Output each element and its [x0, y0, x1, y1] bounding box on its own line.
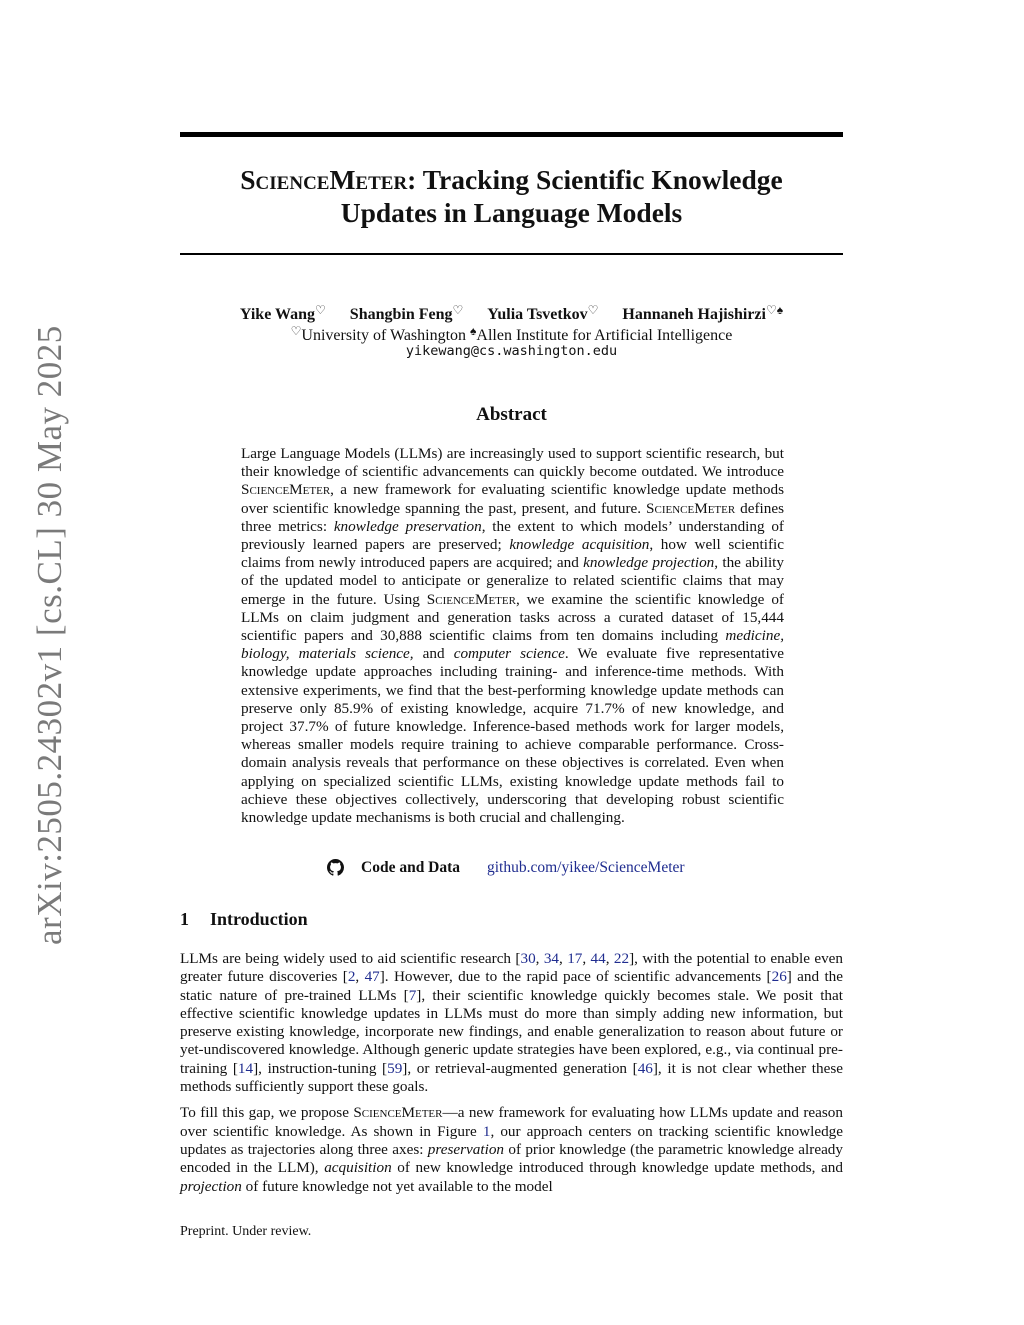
- github-icon: [327, 859, 344, 876]
- introduction-text: [180, 950, 843, 1204]
- intro-paragraph-1: LLMs are being widely used to aid scientific research [30, 34, 17, 44, 22], with the potential to enable even greater future discoveries [2, 47]. However, due to the rapid pace of scientific advancements [26] and the static nature of pre-trained LLMs [7], their scientific knowledge quickly becomes stale. We posit that effective scientific knowledge updates in LLMs must do more than simply adding new information, but preserve existing knowledge, incorporate new findings, and enable generalization to reason about future or yet-undiscovered knowledge. Although generic update strategies have been explored, e.g., via continual pre-training [14], instruction-tuning [59], or retrieval-augmented generation [46], it is not clear whether these methods sufficiently support these goals.: [180, 950, 844, 1096]
- section-title: Introduction: [210, 909, 308, 929]
- citation-link[interactable]: 7: [408, 986, 417, 1004]
- author-4: Hannaneh Hajishirzi♡♠: [622, 303, 784, 323]
- citation-link[interactable]: 30: [520, 950, 536, 967]
- section-heading-introduction: [180, 909, 308, 930]
- title-line-2: Updates in Language Models: [340, 197, 683, 228]
- section-number: 1: [180, 909, 189, 929]
- affil-symbol: ♡♠: [765, 303, 784, 317]
- affil-symbol: ♡: [315, 303, 326, 317]
- affil-symbol: ♠: [470, 324, 477, 338]
- citation-link[interactable]: 59: [387, 1059, 403, 1077]
- figure-link[interactable]: 1: [482, 1122, 491, 1140]
- abstract-text: Large Language Models (LLMs) are increasingly used to support scientific research, but their knowledge of scientific advancements can quickly become outdated. We introduce ScienceMeter, a new framework for evaluating scientific knowledge update methods over scientific knowledge spanning the past, present, and future. ScienceMeter defines three metrics: knowledge preservation, the extent to which models’ understanding of previously learned papers are preserved; knowledge acquisition, how well scientific claims from newly introduced papers are acquired; and knowledge projection, the ability of the updated model to anticipate or generalize to related scientific claims that may emerge in the future. Using ScienceMeter, we examine the scientific knowledge of LLMs on claim judgment and generation tasks across a curated dataset of 15,444 scientific papers and 30,888 scientific claims from ten domains including medicine, biology, materials science, and computer science. We evaluate five representative knowledge update approaches including training- and inference-time methods. With extensive experiments, we find that the best-performing knowledge update methods can preserve only 85.9% of existing knowledge, acquire 71.7% of new knowledge, and project 37.7% of future knowledge. Inference-based methods work for larger models, whereas smaller models require training to achieve comparable performance. Cross-domain analysis reveals that performance on these objectives is correlated. Even when applying on specialized scientific LLMs, existing knowledge update methods fail to achieve these objectives collectively, underscoring that developing robust scientific knowledge update mechanisms is both crucial and challenging.: [241, 445, 785, 827]
- affil-symbol: ♡: [587, 303, 599, 317]
- arxiv-identifier: arXiv:2505.24302v1 [cs.CL] 30 May 2025: [30, 325, 69, 945]
- title-top-rule: [180, 132, 843, 137]
- citation-link[interactable]: 26: [771, 968, 787, 986]
- citation-link[interactable]: 14: [237, 1059, 254, 1077]
- title-bottom-rule: [180, 253, 843, 255]
- affil-symbol: ♡: [290, 324, 302, 338]
- author-1: Yike Wang♡: [239, 303, 326, 323]
- title-line-1: : Tracking Scientific Knowledge: [407, 164, 783, 195]
- intro-paragraph-2: To fill this gap, we propose ScienceMeter—a new framework for evaluating how LLMs update and reason over scientific knowledge. As shown in Figure 1, our approach centers on tracking scientific knowledge updates as trajectories along three axes: preservation of prior knowledge (the parametric knowledge already encoded in the LLM), acquisition of new knowledge introduced through knowledge update methods, and projection of future knowledge not yet available to the model: [180, 1104, 844, 1195]
- code-and-data-label: Code and Data: [361, 859, 461, 876]
- affiliation-uw: University of Washington: [301, 327, 471, 344]
- citation-link[interactable]: 22: [613, 950, 630, 967]
- page-footer: Preprint. Under review.: [180, 1224, 312, 1239]
- abstract-heading: Abstract: [476, 404, 547, 425]
- contact-email: yikewang@cs.washington.edu: [405, 343, 618, 359]
- affil-symbol: ♡: [452, 303, 464, 317]
- author-2: Shangbin Feng♡: [349, 303, 464, 323]
- citation-link[interactable]: 2: [347, 968, 356, 986]
- author-3: Yulia Tsvetkov♡: [487, 303, 599, 323]
- framework-name: ScienceMeter: [240, 164, 408, 195]
- citation-link[interactable]: 44: [590, 950, 606, 967]
- paper-title: [180, 163, 843, 229]
- citation-link[interactable]: 34: [543, 950, 560, 967]
- citation-link[interactable]: 17: [567, 950, 583, 967]
- github-repo-link[interactable]: github.com/yikee/ScienceMeter: [487, 859, 685, 876]
- citation-link[interactable]: 46: [637, 1059, 653, 1077]
- affiliation-ai2: Allen Institute for Artificial Intelligence: [476, 327, 733, 344]
- citation-link[interactable]: 47: [364, 968, 380, 986]
